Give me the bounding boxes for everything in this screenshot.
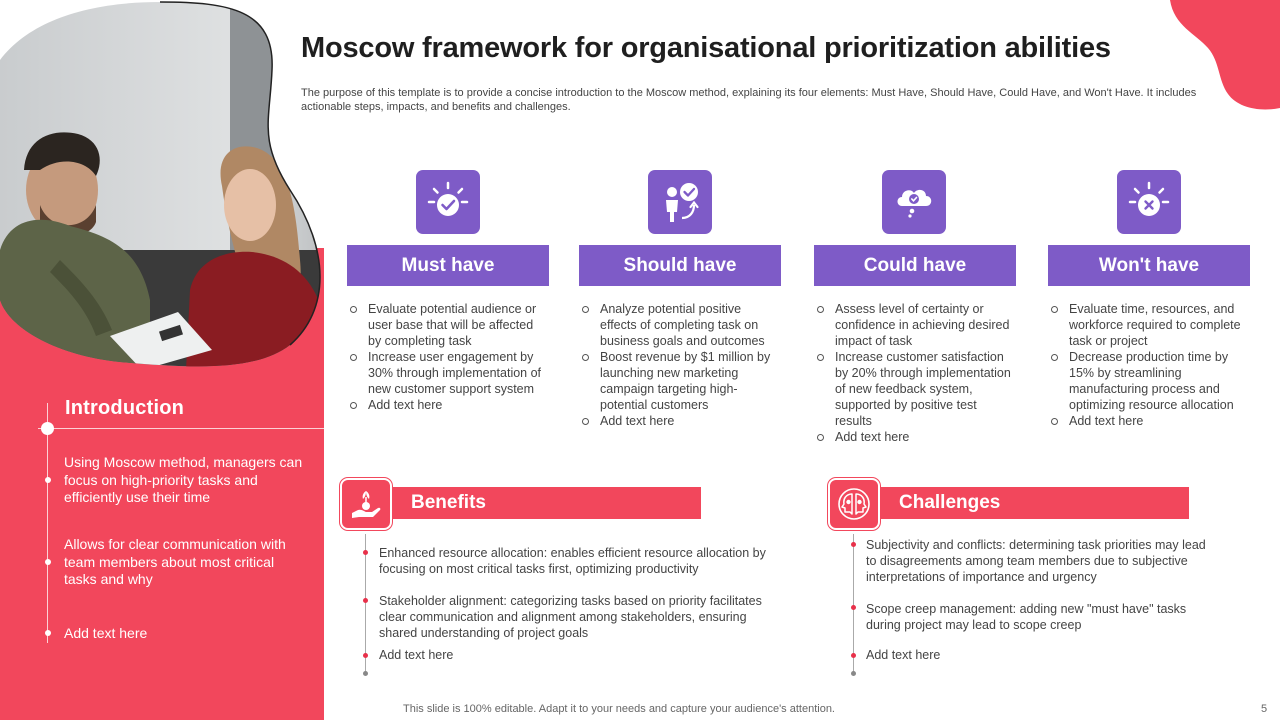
introduction-item: Add text here [64,625,148,641]
could-have-list [814,301,1016,445]
hand-plant-coin-icon [340,478,392,530]
introduction-timeline [47,403,48,643]
list-item: Boost revenue by $1 million by launching new marketing campaign targeting high-potential customers [579,349,781,413]
list-item: Add text here [814,429,1016,445]
page-number: 5 [1261,703,1268,715]
should-have-list [579,301,781,429]
bullet-dot [45,559,51,565]
column-heading-could-have: Could have [814,245,1016,286]
timeline-node [41,422,54,435]
list-item: Add text here [579,413,781,429]
benefits-heading: Benefits [392,487,701,519]
list-item: Add text here [1048,413,1250,429]
list-item: Evaluate potential audience or user base that will be affected by completing task [347,301,549,349]
list-item: Evaluate time, resources, and workforce required to complete task or project [1048,301,1250,349]
page-subtitle: The purpose of this template is to provide a concise introduction to the Moscow method, explaining its four elements: Must Have, Should Have, Could Have, and Won't Have. It includes actionable steps, impacts, and benefits and challenges. [301,87,1197,113]
introduction-item: Allows for clear communication with team members about most critical tasks and why [64,536,286,587]
introduction-heading: Introduction [65,397,185,419]
list-item: Add text here [347,397,549,413]
challenges-item: Add text here [866,648,941,662]
benefits-item: Enhanced resource allocation: enables efficient resource allocation by focusing on most critical tasks first, optimizing productivity [379,546,766,576]
thought-cloud-check-icon [882,170,946,234]
bullet-dot [45,630,51,636]
column-heading-must-have: Must have [347,245,549,286]
timeline-end-dot [851,671,856,676]
challenges-heading: Challenges [880,487,1189,519]
introduction-item: Using Moscow method, managers can focus on high-priority tasks and efficiently use their time [64,454,303,505]
list-item: Assess level of certainty or confidence in achieving desired impact of task [814,301,1016,349]
two-heads-gears-icon [828,478,880,530]
bullet-dot [363,598,368,603]
list-item: Decrease production time by 15% by streamlining manufacturing process and optimizing resource allocation [1048,349,1250,413]
column-heading-wont-have: Won't have [1048,245,1250,286]
person-check-arrow-icon [648,170,712,234]
bullet-dot [45,477,51,483]
footer-note: This slide is 100% editable. Adapt it to your needs and capture your audience's attention. [403,703,835,715]
timeline-end-dot [363,671,368,676]
challenges-item: Subjectivity and conflicts: determining task priorities may lead to disagreements among team members due to subjective interpretations of importance and urgency [866,538,1206,584]
bullet-dot [363,550,368,555]
column-heading-should-have: Should have [579,245,781,286]
challenges-item: Scope creep management: adding new "must have" tasks during project may lead to scope creep [866,602,1187,632]
bullet-dot [851,542,856,547]
team-photo [0,0,340,370]
wont-have-list [1048,301,1250,429]
benefits-item: Stakeholder alignment: categorizing tasks based on priority facilitates clear communication and alignment among stakeholders, ensuring shared understanding of project goals [379,594,762,640]
list-item: Increase user engagement by 30% through implementation of new customer support system [347,349,549,397]
bullet-dot [851,653,856,658]
list-item: Analyze potential positive effects of completing task on business goals and outcomes [579,301,781,349]
benefits-item: Add text here [379,648,454,662]
bullet-dot [363,653,368,658]
lightbulb-x-icon [1117,170,1181,234]
must-have-list [347,301,549,413]
bullet-dot [851,605,856,610]
list-item: Increase customer satisfaction by 20% through implementation of new feedback system, supported by positive test results [814,349,1016,429]
page-title: Moscow framework for organisational prioritization abilities [301,32,1111,64]
lightbulb-check-icon [416,170,480,234]
introduction-divider [38,428,324,429]
